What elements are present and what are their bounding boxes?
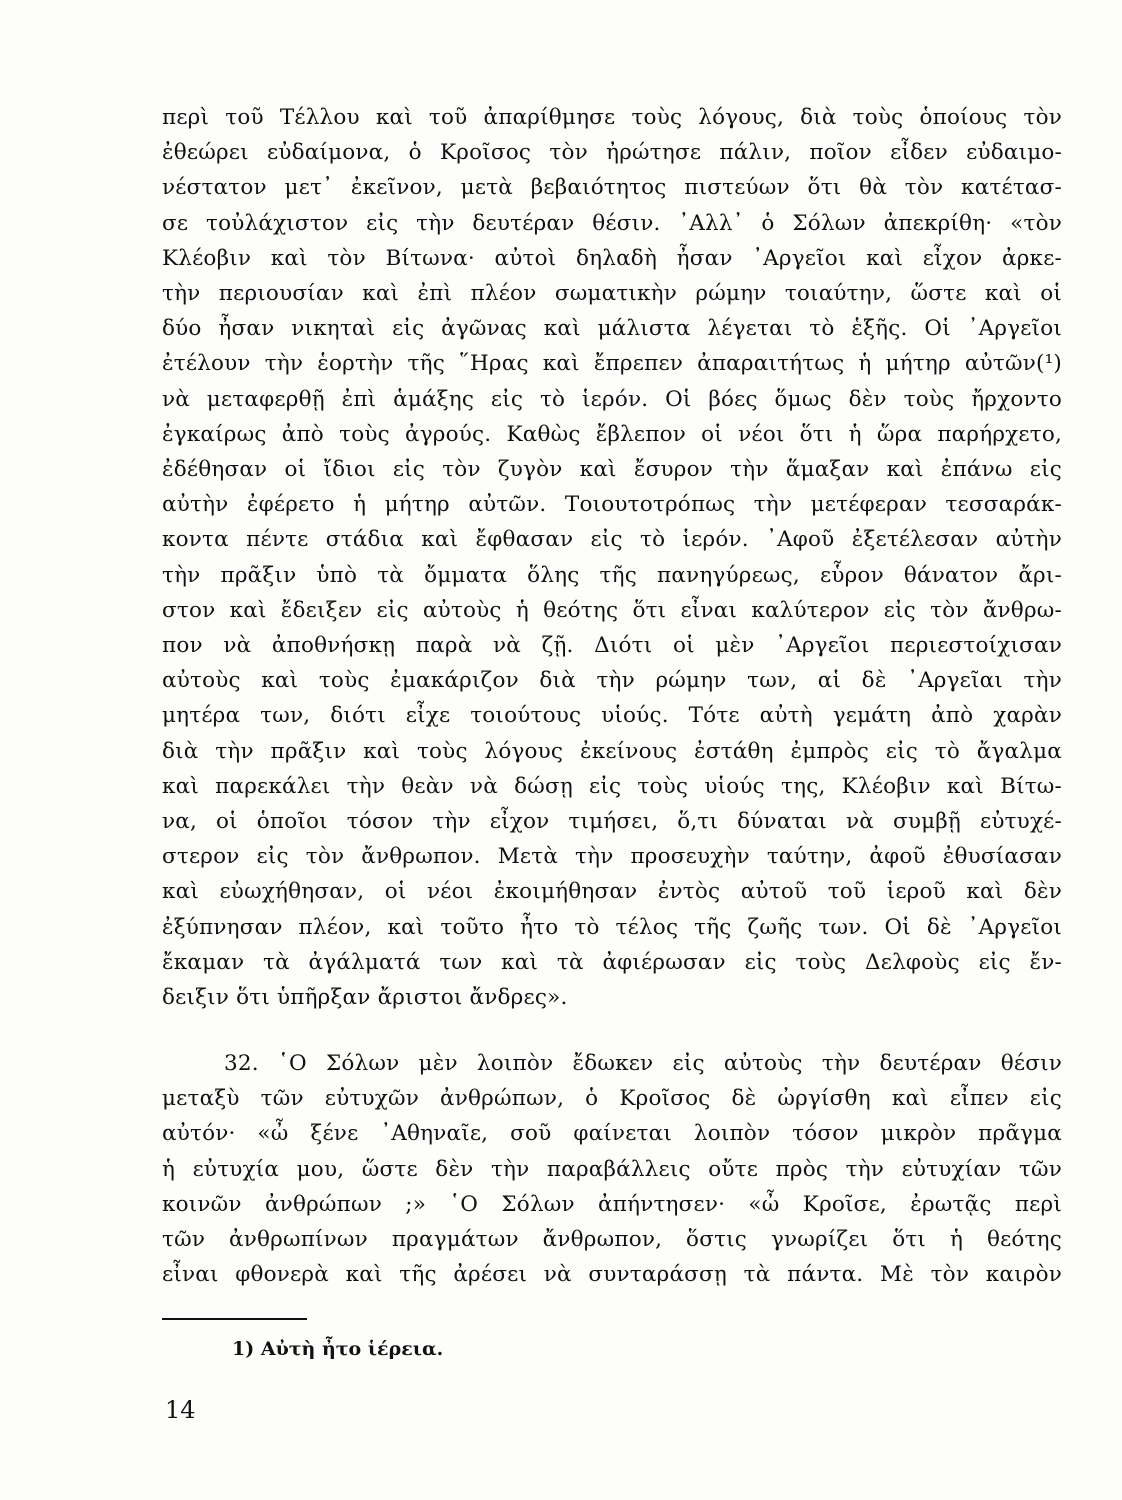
page-number: 14 <box>165 1396 196 1424</box>
text-line: ἔκαμαν τὰ ἀγάλματά των καὶ τὰ ἀφιέρωσαν εἰς τοὺς Δελφοὺς εἰς ἔν- <box>162 949 1062 975</box>
text-line: σε τοὐλάχιστον εἰς τὴν δευτέραν θέσιν. ᾿Αλλ᾿ ὁ Σόλων ἀπεκρίθη· «τὸν <box>162 210 1062 236</box>
text-line: δειξιν ὅτι ὑπῆρξαν ἄριστοι ἄνδρες». <box>162 985 568 1011</box>
text-line: διὰ τὴν πρᾶξιν καὶ τοὺς λόγους ἐκείνους ἐστάθη ἐμπρὸς εἰς τὸ ἄγαλμα <box>162 738 1062 764</box>
text-line: τὴν πρᾶξιν ὑπὸ τὰ ὄμματα ὅλης τῆς πανηγύρεως, εὗρον θάνατον ἄρι- <box>162 562 1062 588</box>
text-line: 32. ῾Ο Σόλων μὲν λοιπὸν ἔδωκεν εἰς αὐτοὺς τὴν δευτέραν θέσιν <box>224 1051 1062 1076</box>
text-line: μεταξὺ τῶν εὐτυχῶν ἀνθρώπων, ὁ Κροῖσος δὲ ὠργίσθη καὶ εἶπεν εἰς <box>162 1086 1062 1112</box>
text-line: πον νὰ ἀποθνήσκῃ παρὰ νὰ ζῇ. Διότι οἱ μὲν ᾿Αργεῖοι περιεστοίχισαν <box>162 633 1062 659</box>
text-line: στερον εἰς τὸν ἄνθρωπον. Μετὰ τὴν προσευχὴν ταύτην, ἀφοῦ ἐθυσίασαν <box>162 844 1062 870</box>
text-line: κοινῶν ἀνθρώπων ;» ῾Ο Σόλων ἀπήντησεν· «ὦ Κροῖσε, ἐρωτᾷς περὶ <box>162 1191 1062 1217</box>
paragraph-2 <box>162 1046 1062 1292</box>
text-line: ἐδέθησαν οἱ ἴδιοι εἰς τὸν ζυγὸν καὶ ἔσυρον τὴν ἅμαξαν καὶ ἐπάνω εἰς <box>162 457 1062 483</box>
text-line: ἐθεώρει εὐδαίμονα, ὁ Κροῖσος τὸν ἠρώτησε πάλιν, ποῖον εἶδεν εὐδαιμο- <box>162 140 1062 166</box>
text-line: καὶ παρεκάλει τὴν θεὰν νὰ δώσῃ εἰς τοὺς υἱούς της, Κλέοβιν καὶ Βίτω- <box>162 773 1062 799</box>
text-line: ἡ εὐτυχία μου, ὥστε δὲν τὴν παραβάλλεις οὔτε πρὸς τὴν εὐτυχίαν τῶν <box>162 1156 1062 1182</box>
text-line: τὴν περιουσίαν καὶ ἐπὶ πλέον σωματικὴν ρώμην τοιαύτην, ὥστε καὶ οἱ <box>162 281 1062 307</box>
text-line: εἶναι φθονερὰ καὶ τῆς ἀρέσει νὰ συνταράσσῃ τὰ πάντα. Μὲ τὸν καιρὸν <box>162 1262 1062 1288</box>
text-line: περὶ τοῦ Τέλλου καὶ τοῦ ἀπαρίθμησε τοὺς λόγους, διὰ τοὺς ὁποίους τὸν <box>162 105 1062 130</box>
text-line: να, οἱ ὁποῖοι τόσον τὴν εἶχον τιμήσει, ὅ,τι δύναται νὰ συμβῇ εὐτυχέ- <box>162 809 1062 835</box>
text-line: κοντα πέντε στάδια καὶ ἔφθασαν εἰς τὸ ἱερόν. ᾿Αφοῦ ἐξετέλεσαν αὐτὴν <box>162 527 1062 553</box>
text-line: μητέρα των, διότι εἶχε τοιούτους υἱούς. Τότε αὐτὴ γεμάτη ἀπὸ χαρὰν <box>162 703 1062 729</box>
footnote-divider <box>162 1318 307 1320</box>
text-line: αὐτοὺς καὶ τοὺς ἐμακάριζον διὰ τὴν ρώμην των, αἱ δὲ ᾿Αργεῖαι τὴν <box>162 668 1062 694</box>
text-line: δύο ἦσαν νικηταὶ εἰς ἀγῶνας καὶ μάλιστα λέγεται τὸ ἑξῆς. Οἱ ᾿Αργεῖοι <box>162 316 1062 342</box>
text-line: ἐξύπνησαν πλέον, καὶ τοῦτο ἦτο τὸ τέλος τῆς ζωῆς των. Οἱ δὲ ᾿Αργεῖοι <box>162 914 1062 940</box>
text-line: καὶ εὐωχήθησαν, οἱ νέοι ἐκοιμήθησαν ἐντὸς αὐτοῦ τοῦ ἱεροῦ καὶ δὲν <box>162 879 1062 905</box>
text-line: ἐγκαίρως ἀπὸ τοὺς ἀγρούς. Καθὼς ἔβλεπον οἱ νέοι ὅτι ἡ ὥρα παρήρχετο, <box>162 421 1062 447</box>
text-line: τῶν ἀνθρωπίνων πραγμάτων ἄνθρωπον, ὅστις γνωρίζει ὅτι ἡ θεότης <box>162 1227 1062 1253</box>
text-line: νέστατον μετ᾿ ἐκεῖνον, μετὰ βεβαιότητος πιστεύων ὅτι θὰ τὸν κατέτασ- <box>162 175 1062 201</box>
text-line: νὰ μεταφερθῇ ἐπὶ ἁμάξης εἰς τὸ ἱερόν. Οἱ βόες ὅμως δὲν τοὺς ἤρχοντο <box>162 386 1062 412</box>
text-line: στον καὶ ἔδειξεν εἰς αὐτοὺς ἡ θεότης ὅτι εἶναι καλύτερον εἰς τὸν ἄνθρω- <box>162 597 1062 623</box>
footnote: 1) Αὐτὴ ἦτο ἱέρεια. <box>232 1338 444 1360</box>
text-line: αὐτόν· «ὦ ξένε ᾿Αθηναῖε, σοῦ φαίνεται λοιπὸν τόσον μικρὸν πρᾶγμα <box>162 1121 1062 1147</box>
paragraph-1 <box>162 100 1062 1015</box>
text-line: Κλέοβιν καὶ τὸν Βίτωνα· αὐτοὶ δηλαδὴ ἦσαν ᾿Αργεῖοι καὶ εἶχον ἀρκε- <box>162 245 1062 271</box>
text-line: αὐτὴν ἐφέρετο ἡ μήτηρ αὐτῶν. Τοιουτοτρόπως τὴν μετέφεραν τεσσαράκ- <box>162 492 1062 518</box>
text-line: ἐτέλουν τὴν ἑορτὴν τῆς ῞Ηρας καὶ ἔπρεπεν ἀπαραιτήτως ἡ μήτηρ αὐτῶν(¹) <box>162 351 1062 377</box>
